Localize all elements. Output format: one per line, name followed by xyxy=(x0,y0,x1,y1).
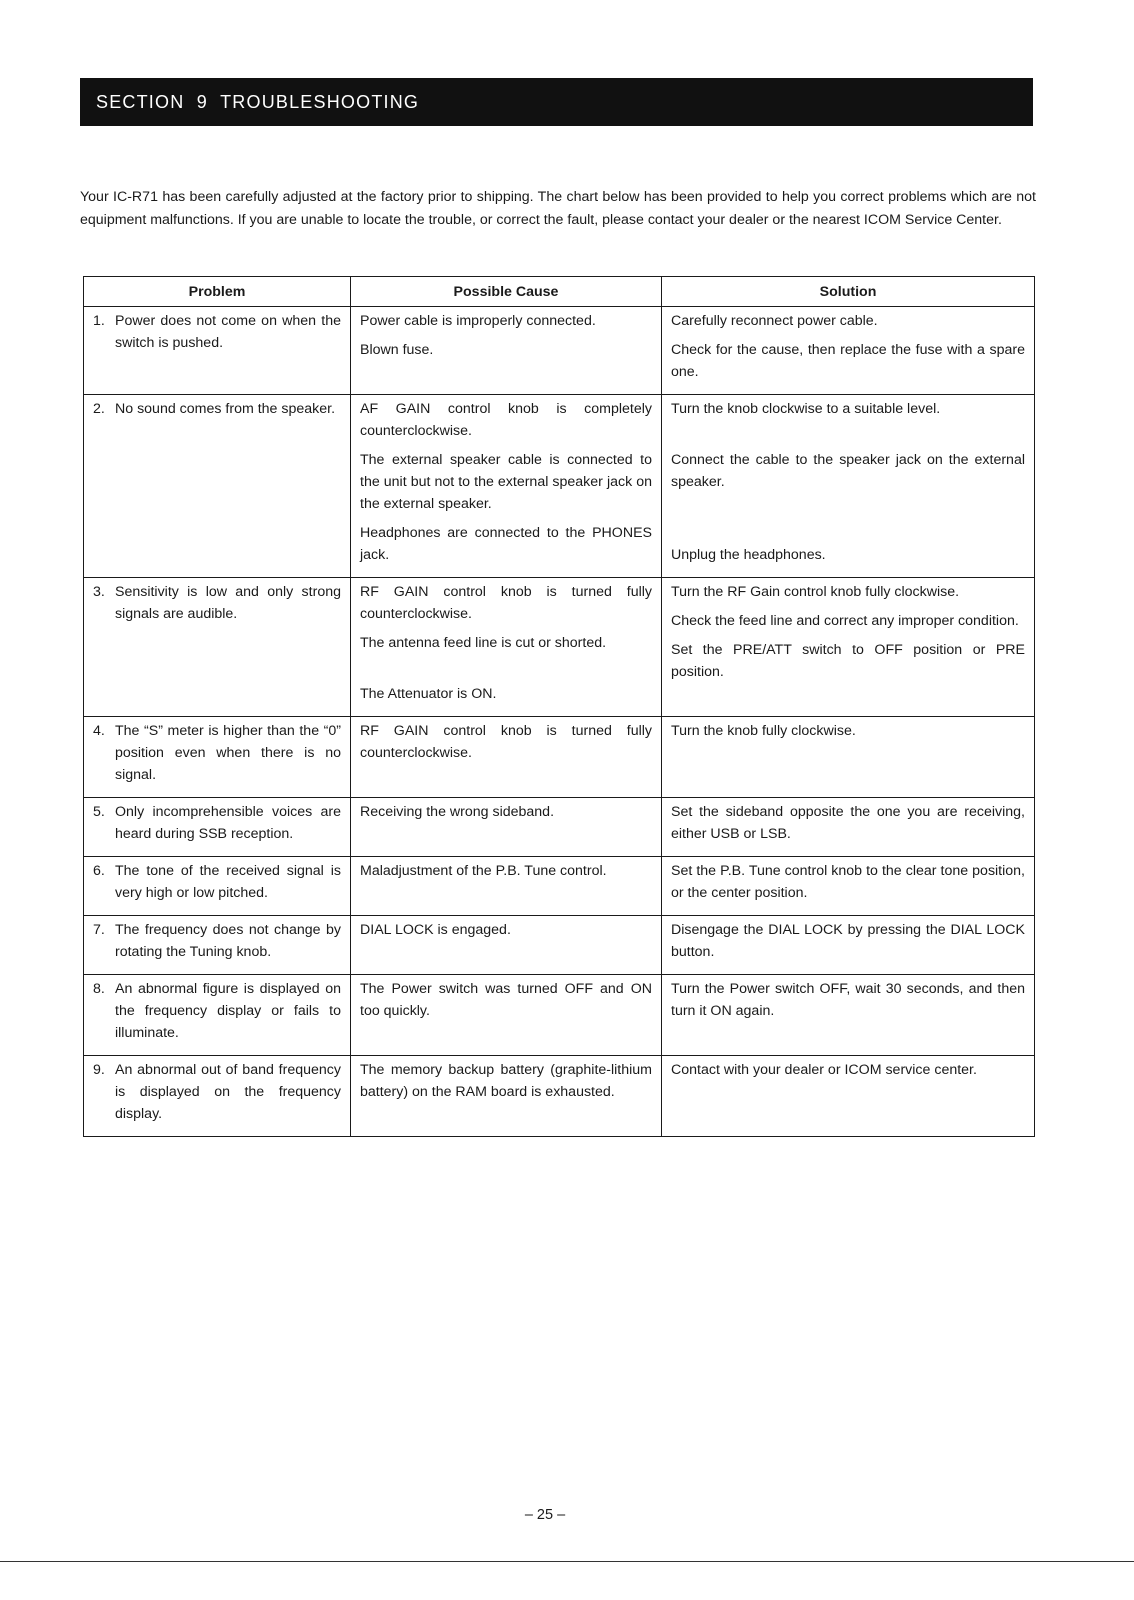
bottom-rule xyxy=(0,1561,1134,1562)
cause-cell xyxy=(351,1056,662,1137)
table-row xyxy=(84,798,1035,857)
table-row xyxy=(84,916,1035,975)
cause-item: The Power switch was turned OFF and ON too quickly. xyxy=(360,981,652,1019)
problem-cell xyxy=(84,1056,351,1137)
problem-number: 5. xyxy=(93,804,105,820)
table-row xyxy=(84,307,1035,395)
problem-cell xyxy=(84,857,351,916)
solution-item: Carefully reconnect power cable. xyxy=(671,313,878,329)
table-row xyxy=(84,717,1035,798)
cause-cell xyxy=(351,578,662,717)
header-solution: Solution xyxy=(662,277,1035,307)
table-row xyxy=(84,975,1035,1056)
problem-text: Only incomprehensible voices are heard during SSB reception. xyxy=(115,804,341,842)
table-row xyxy=(84,1056,1035,1137)
section-title-banner xyxy=(80,78,1033,126)
solution-item: Set the sideband opposite the one you are receiving, either USB or LSB. xyxy=(671,804,1025,842)
intro-text: Your IC-R71 has been carefully adjusted at the factory prior to shipping. The chart below has been provided to help you correct problems which are not equipment malfunctions. If you are unable to locate the trouble, or correct the fault, please contact your dealer or the nearest ICOM Service Center. xyxy=(80,189,1036,228)
cause-cell xyxy=(351,717,662,798)
table-row xyxy=(84,578,1035,717)
cause-item: Headphones are connected to the PHONES jack. xyxy=(360,525,652,563)
problem-cell xyxy=(84,578,351,717)
solution-cell xyxy=(662,395,1035,578)
solution-cell xyxy=(662,916,1035,975)
solution-cell xyxy=(662,798,1035,857)
problem-cell xyxy=(84,975,351,1056)
section-title: SECTION 9 TROUBLESHOOTING xyxy=(96,91,420,112)
solution-cell xyxy=(662,578,1035,717)
problem-text: No sound comes from the speaker. xyxy=(115,401,336,417)
cause-item: DIAL LOCK is engaged. xyxy=(360,922,511,938)
header-possible-cause: Possible Cause xyxy=(351,277,662,307)
problem-number: 1. xyxy=(93,313,105,329)
solution-cell xyxy=(662,307,1035,395)
problem-cell xyxy=(84,395,351,578)
solution-cell xyxy=(662,975,1035,1056)
cause-item: Maladjustment of the P.B. Tune control. xyxy=(360,863,607,879)
problem-number: 8. xyxy=(93,981,105,997)
table-row xyxy=(84,395,1035,578)
page-number: – 25 – xyxy=(524,1507,566,1523)
cause-cell xyxy=(351,798,662,857)
solution-item: Connect the cable to the speaker jack on the external speaker. xyxy=(671,452,1025,490)
cause-item: The antenna feed line is cut or shorted. xyxy=(360,635,607,651)
cause-cell xyxy=(351,395,662,578)
table-header-row xyxy=(84,277,1035,307)
problem-cell xyxy=(84,717,351,798)
cause-item: RF GAIN control knob is turned fully counterclockwise. xyxy=(360,584,652,622)
problem-text: An abnormal figure is displayed on the frequency display or fails to illuminate. xyxy=(115,981,341,1041)
problem-text: The tone of the received signal is very high or low pitched. xyxy=(115,863,341,901)
solution-item: Turn the knob fully clockwise. xyxy=(671,723,856,739)
problem-cell xyxy=(84,798,351,857)
solution-item: Disengage the DIAL LOCK by pressing the DIAL LOCK button. xyxy=(671,922,1025,960)
solution-item: Check the feed line and correct any improper condition. xyxy=(671,613,1019,629)
solution-item: Set the PRE/ATT switch to OFF position or PRE position. xyxy=(671,642,1025,680)
solution-cell xyxy=(662,717,1035,798)
cause-item: Blown fuse. xyxy=(360,342,434,358)
solution-item: Set the P.B. Tune control knob to the clear tone position, or the center position. xyxy=(671,863,1025,901)
problem-text: Power does not come on when the switch is pushed. xyxy=(115,313,341,351)
problem-cell xyxy=(84,916,351,975)
troubleshooting-table xyxy=(83,276,1035,1137)
cause-cell xyxy=(351,857,662,916)
solution-item: Turn the Power switch OFF, wait 30 seconds, and then turn it ON again. xyxy=(671,981,1025,1019)
cause-item: AF GAIN control knob is completely counterclockwise. xyxy=(360,401,652,439)
problem-number: 6. xyxy=(93,863,105,879)
problem-number: 9. xyxy=(93,1062,105,1078)
cause-item: Receiving the wrong sideband. xyxy=(360,804,555,820)
cause-item: The external speaker cable is connected to the unit but not to the external speaker jack on the external speaker. xyxy=(360,452,652,512)
cause-item: The memory backup battery (graphite-lithium battery) on the RAM board is exhausted. xyxy=(360,1062,652,1100)
cause-cell xyxy=(351,975,662,1056)
problem-text: The frequency does not change by rotating the Tuning knob. xyxy=(115,922,341,960)
problem-number: 3. xyxy=(93,584,105,600)
header-problem: Problem xyxy=(84,277,351,307)
problem-number: 2. xyxy=(93,401,105,417)
table-row xyxy=(84,857,1035,916)
solution-cell xyxy=(662,857,1035,916)
solution-cell xyxy=(662,1056,1035,1137)
solution-item: Turn the RF Gain control knob fully clockwise. xyxy=(671,584,960,600)
solution-item: Contact with your dealer or ICOM service center. xyxy=(671,1062,977,1078)
problem-number: 4. xyxy=(93,723,105,739)
problem-text: Sensitivity is low and only strong signals are audible. xyxy=(115,584,341,622)
intro-paragraph xyxy=(80,186,1036,231)
problem-text: The “S” meter is higher than the “0” position even when there is no signal. xyxy=(115,723,341,783)
solution-item: Turn the knob clockwise to a suitable level. xyxy=(671,401,941,417)
problem-text: An abnormal out of band frequency is displayed on the frequency display. xyxy=(115,1062,341,1122)
cause-item: The Attenuator is ON. xyxy=(360,686,497,702)
problem-number: 7. xyxy=(93,922,105,938)
solution-item: Unplug the headphones. xyxy=(671,547,826,563)
cause-cell xyxy=(351,916,662,975)
problem-cell xyxy=(84,307,351,395)
solution-item: Check for the cause, then replace the fuse with a spare one. xyxy=(671,342,1025,380)
cause-cell xyxy=(351,307,662,395)
cause-item: Power cable is improperly connected. xyxy=(360,313,596,329)
cause-item: RF GAIN control knob is turned fully counterclockwise. xyxy=(360,723,652,761)
